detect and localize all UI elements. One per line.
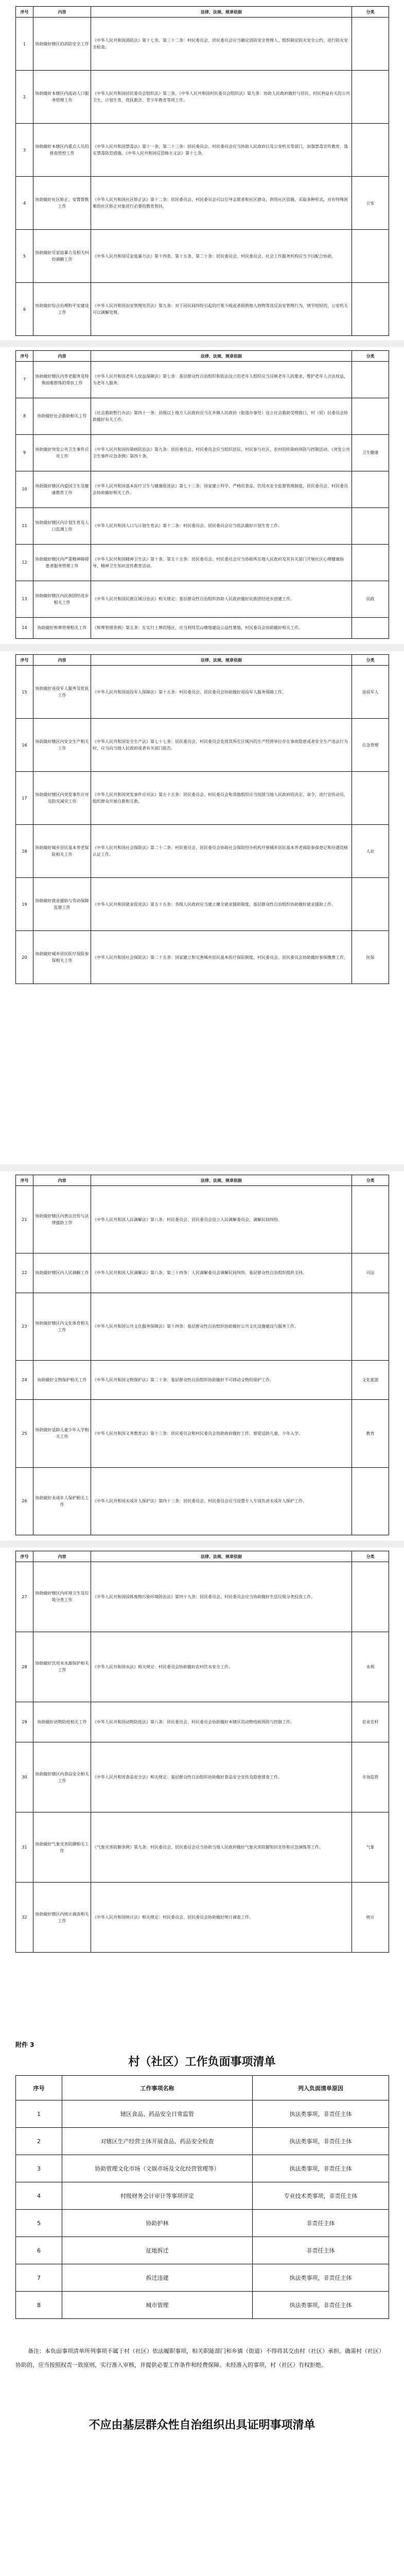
list-header-item: 工作事项名称 — [62, 2076, 253, 2100]
list-row-reason: 执法类事项，非责任主体 — [253, 2128, 389, 2155]
table-row — [16, 1186, 389, 1253]
list-row-number: 8 — [16, 2292, 62, 2319]
table-row — [16, 825, 389, 878]
row-item: 协助做好辖区内文化体育相关工作 — [33, 1293, 91, 1360]
row-item: 协助做好动物防疫相关工作 — [33, 1702, 91, 1742]
header-basis: 法律、法规、规章依据 — [91, 351, 352, 362]
table-row — [16, 471, 389, 507]
row-basis: 《中华人民共和国消防法》第十七条、第三十二条：村民委员会、居民委员会应当确定消防安全管理人，组织制定防火安全公约，进行防火安全检查。 — [91, 18, 352, 71]
duties-table — [15, 1175, 389, 1535]
note-paragraph: 备注：本负面事项清单所列事项不属于村（社区）依法履职事项，相关职能部门和乡镇（街道）不得将其交由村（社区）承担。确需村（社区）协助的，应当按照权责一致原则，实行准入审核，并提供必要工作条件和经费保障。未经准入的事项，村（社区）有权拒绝。 — [15, 2348, 384, 2368]
row-basis: 《中华人民共和国义务教育法》第十三条：居民委员会和村民委员会协助政府做好工作，督促适龄儿童、少年入学。 — [91, 1400, 352, 1467]
row-basis: 《中华人民共和国就业促进法》第五十五条：各级人民政府应当建立健全就业援助制度，基层群众性自治组织协助做好就业援助工作。 — [91, 878, 352, 931]
header-category: 分类 — [352, 7, 389, 18]
table-row — [16, 617, 389, 638]
table-row — [16, 230, 389, 283]
row-item: 协助做好文物保护相关工作 — [33, 1360, 91, 1399]
table-page-5 — [15, 1551, 389, 1953]
row-number: 9 — [16, 434, 33, 471]
list-header-reason: 列入负面清单原因 — [253, 2076, 389, 2100]
row-category: 医保 — [352, 931, 389, 984]
row-item: 协助做好就业援助与劳动保障监察工作 — [33, 878, 91, 931]
row-item: 协助做好辖区内严重精神障碍患者服务管理工作 — [33, 544, 91, 581]
header-item: 内容 — [33, 7, 91, 18]
row-basis: 《中华人民共和国居民委员会组织法》第三条、《中华人民共和国村民委员会组织法》第九条：协助人民政府做好与居民、村民利益有关的公共卫生、计划生育、优抚救济、青少年教育等项工作。 — [91, 71, 352, 124]
row-basis: 《中华人民共和国文物保护法》第二十条：基层群众性自治组织协助做好不可移动文物的保护工作。 — [91, 1360, 352, 1399]
row-item: 协助做好未成年人保护相关工作 — [33, 1467, 91, 1535]
table-row — [16, 1883, 389, 1953]
row-number: 24 — [16, 1360, 33, 1399]
row-item: 协助做好本辖区内重点人员的排查管控工作 — [33, 124, 91, 177]
list-row-item: 村级财务会计审计等事项评定 — [62, 2182, 253, 2210]
table-row — [16, 581, 389, 617]
table-row — [16, 1702, 389, 1742]
row-basis: 《中华人民共和国统计法》相关规定：村民委员会、居民委员会协助做好统计调查工作。 — [91, 1883, 352, 1953]
row-category: 文化旅游 — [352, 1360, 389, 1399]
list-row-number: 6 — [16, 2237, 62, 2264]
row-number: 31 — [16, 1812, 33, 1883]
row-basis: 《中华人民共和国社会保险法》第二十二条：村民委员会、居民委员会协助社会保险经办机构开展城乡居民基本养老保险参保登记和待遇资格认证工作。 — [91, 825, 352, 878]
table-row — [16, 362, 389, 398]
table-page-4 — [15, 1175, 389, 1535]
row-item: 协助做好殡葬管理相关工作 — [33, 617, 91, 638]
row-item: 协助做好辖区内人民调解工作 — [33, 1253, 91, 1293]
list-row — [16, 2210, 389, 2237]
list-row-item: 对辖区生产经营主体开展食品、药品安全检查 — [62, 2128, 253, 2155]
row-category — [352, 398, 389, 434]
header-basis: 法律、法规、规章依据 — [91, 1551, 352, 1562]
row-basis: 《殡葬管理条例》第五条：在实行土葬的地区，应当利用荒山瘠地建设公益性墓地，村民委员会协助做好相关工作。 — [91, 617, 352, 638]
row-category — [352, 878, 389, 931]
list-row — [16, 2128, 389, 2155]
row-item: 协助做好辖区内计划生育及人口监测工作 — [33, 507, 91, 544]
row-category — [352, 18, 389, 71]
row-basis: 《中华人民共和国公共文化服务保障法》第十四条：基层群众性自治组织协助做好公共文化设施建设与服务工作。 — [91, 1293, 352, 1360]
row-basis: 《中华人民共和国固体废物污染环境防治法》第四十九条：居民委员会、村民委员会应当协助做好生活垃圾分类投放工作。 — [91, 1562, 352, 1632]
row-number: 13 — [16, 581, 33, 617]
list-row-reason: 执法类事项，非责任主体 — [253, 2155, 389, 2182]
table-row — [16, 544, 389, 581]
row-number: 11 — [16, 507, 33, 544]
row-category — [352, 772, 389, 825]
table-row — [16, 177, 389, 230]
header-basis: 法律、法规、规章依据 — [91, 1175, 352, 1186]
list-row-reason: 执法类事项，非责任主体 — [253, 2292, 389, 2319]
row-number: 15 — [16, 666, 33, 719]
row-number: 22 — [16, 1253, 33, 1293]
row-basis: 《中华人民共和国基本医疗卫生与健康促进法》第七十三条：国家建立科学、严格的食品、饮用水安全监督管理制度，居民委员会、村民委员会协助做好相关工作。 — [91, 471, 352, 507]
row-item: 协助做好综合治理和平安建设工作 — [33, 283, 91, 336]
row-item: 协助做好退役军人服务及优抚工作 — [33, 666, 91, 719]
row-category: 统计 — [352, 1883, 389, 1953]
table-row — [16, 666, 389, 719]
row-item: 协助做好本辖区内流动人口服务管理工作 — [33, 71, 91, 124]
row-number: 17 — [16, 772, 33, 825]
list-row-item: 城市管理 — [62, 2292, 253, 2319]
table-page-2 — [15, 350, 389, 639]
list-row — [16, 2155, 389, 2182]
table-row — [16, 283, 389, 336]
row-basis: 《中华人民共和国人口与计划生育法》第十二条：村民委员会、居民委员会应当依法做好计划生育工作。 — [91, 507, 352, 544]
table-row — [16, 1742, 389, 1812]
duties-table — [15, 6, 389, 336]
row-item: 协助做好城乡居民基本养老保险相关工作 — [33, 825, 91, 878]
header-no: 序号 — [16, 655, 33, 666]
row-basis: 《中华人民共和国动物防疫法》第八条：居民委员会、村民委员会协助做好本辖区的动物疫病预防与控制工作。 — [91, 1702, 352, 1742]
table-row — [16, 434, 389, 471]
row-basis: 《中华人民共和国反家庭暴力法》第十四条、第十五条、第二十条：居民委员会、村民委员会、社会工作服务机构应当予以配合协助。 — [91, 230, 352, 283]
row-number: 19 — [16, 878, 33, 931]
row-number: 6 — [16, 283, 33, 336]
list-row-reason: 非责任主体 — [253, 2237, 389, 2264]
blank-area — [0, 2442, 404, 2576]
row-category: 市场监管 — [352, 1742, 389, 1812]
row-number: 30 — [16, 1742, 33, 1812]
row-category: 人社 — [352, 825, 389, 878]
header-no: 序号 — [16, 351, 33, 362]
list-row — [16, 2182, 389, 2210]
row-basis: 《中华人民共和国未成年人保护法》第四十三条：居民委员会、村民委员会应当设置专人专岗负责未成年人保护工作。 — [91, 1467, 352, 1535]
row-item: 协助做好突发公共卫生事件应对工作 — [33, 434, 91, 471]
row-number: 16 — [16, 719, 33, 772]
table-row — [16, 1562, 389, 1632]
header-category: 分类 — [352, 351, 389, 362]
row-basis: 《中华人民共和国突发事件应对法》第五十五条：居民委员会、村民委员会和其他组织应当按照当地人民政府的决定、命令，进行宣传动员，组织群众开展自救和互救。 — [91, 772, 352, 825]
row-category — [352, 362, 389, 398]
list-row-reason: 执法类事项，非责任主体 — [253, 2264, 389, 2292]
row-item: 协助做好辖区内安全生产相关工作 — [33, 719, 91, 772]
list-row-number: 2 — [16, 2128, 62, 2155]
table-row — [16, 1467, 389, 1535]
table-row — [16, 1400, 389, 1467]
table-row — [16, 1812, 389, 1883]
header-category: 分类 — [352, 1175, 389, 1186]
row-category — [352, 471, 389, 507]
table-row — [16, 124, 389, 177]
row-number: 1 — [16, 18, 33, 71]
row-number: 28 — [16, 1632, 33, 1702]
header-category: 分类 — [352, 1551, 389, 1562]
row-basis: 《中华人民共和国人民调解法》第八条：村民委员会、居民委员会设立人民调解委员会，调解民间纠纷。 — [91, 1186, 352, 1253]
header-item: 内容 — [33, 1551, 91, 1562]
row-number: 26 — [16, 1467, 33, 1535]
table-row — [16, 772, 389, 825]
header-no: 序号 — [16, 1175, 33, 1186]
row-number: 10 — [16, 471, 33, 507]
row-number: 21 — [16, 1186, 33, 1253]
table-row — [16, 878, 389, 931]
list-row-reason: 专业技术类事项，非责任主体 — [253, 2182, 389, 2210]
list-row-number: 7 — [16, 2264, 62, 2292]
list-row-reason: 非责任主体 — [253, 2210, 389, 2237]
list-row-item: 征地拆迁 — [62, 2237, 253, 2264]
row-item: 协助做好适龄儿童少年入学相关工作 — [33, 1400, 91, 1467]
row-number: 12 — [16, 544, 33, 581]
row-basis: 《中华人民共和国退役军人保障法》第十五条：村民委员会、居民委员会协助做好退役军人服务保障工作。 — [91, 666, 352, 719]
header-basis: 法律、法规、规章依据 — [91, 7, 352, 18]
table-row — [16, 1293, 389, 1360]
list-row-number: 3 — [16, 2155, 62, 2182]
bottom-title: 不应由基层群众性自治组织出具证明事项清单 — [89, 2418, 315, 2432]
row-number: 4 — [16, 177, 33, 230]
row-number: 2 — [16, 71, 33, 124]
row-number: 20 — [16, 931, 33, 984]
list-row — [16, 2100, 389, 2128]
row-item: 协助做好辖区的消防安全工作 — [33, 18, 91, 71]
row-number: 25 — [16, 1400, 33, 1467]
row-number: 7 — [16, 362, 33, 398]
list-row-item: 协助护林 — [62, 2210, 253, 2237]
row-category — [352, 71, 389, 124]
table-row — [16, 931, 389, 984]
row-basis: 《中华人民共和国禁毒法》第十一条、第二十三条：居民委员会、村民委员会应当协助人民政府以及公安机关等部门，加强禁毒宣传教育，落实禁毒防范措施。《中华人民共和国反恐怖主义法》第十七条。 — [91, 124, 352, 177]
row-basis: 《气象灾害防御条例》第九条：村民委员会、居民委员会应当协助当地人民政府做好气象灾害防御知识宣传和应急演练等工作。 — [91, 1812, 352, 1883]
header-item: 内容 — [33, 351, 91, 362]
row-item: 协助做好反家庭暴力及相关纠纷调解工作 — [33, 230, 91, 283]
row-item: 协助做好气象灾害防御相关工作 — [33, 1812, 91, 1883]
row-number: 5 — [16, 230, 33, 283]
duties-table — [15, 1551, 389, 1953]
row-item: 协助做好辖区内民族团结进步相关工作 — [33, 581, 91, 617]
row-item: 协助做好辖区内统计调查相关工作 — [33, 1883, 91, 1953]
table-page-1 — [15, 6, 389, 336]
list-row-number: 5 — [16, 2210, 62, 2237]
table-row — [16, 507, 389, 544]
header-category: 分类 — [352, 655, 389, 666]
row-category — [352, 544, 389, 581]
duties-table — [15, 350, 389, 639]
list-row-item: 辖区食品、药品安全日常监管 — [62, 2100, 253, 2128]
row-category: 农业农村 — [352, 1702, 389, 1742]
row-item: 协助做好城乡居民医疗保险参保相关工作 — [33, 931, 91, 984]
row-item: 协助做好辖区内食品安全相关工作 — [33, 1742, 91, 1812]
row-item: 协助做好饮用水水源保护相关工作 — [33, 1632, 91, 1702]
table-row — [16, 18, 389, 71]
row-category — [352, 1293, 389, 1360]
row-number: 29 — [16, 1702, 33, 1742]
table-row — [16, 1253, 389, 1293]
row-item: 协助做好社区矫正、安置帮教工作 — [33, 177, 91, 230]
row-basis: 《中华人民共和国水法》相关规定：村民委员会协助做好农村饮水安全工作。 — [91, 1632, 352, 1702]
row-category: 司法 — [352, 1253, 389, 1293]
row-category: 气象 — [352, 1812, 389, 1883]
header-no: 序号 — [16, 7, 33, 18]
row-category — [352, 1186, 389, 1253]
annex-label: 附件 3 — [15, 2041, 34, 2048]
list-row-reason: 执法类事项，非责任主体 — [253, 2100, 389, 2128]
row-category — [352, 1562, 389, 1632]
list-row — [16, 2292, 389, 2319]
row-number: 23 — [16, 1293, 33, 1360]
row-category: 民政 — [352, 581, 389, 617]
row-basis: 《中华人民共和国民族区域自治法》相关规定：基层群众性自治组织协助人民政府做好民族团结进步创建工作。 — [91, 581, 352, 617]
list-row — [16, 2264, 389, 2292]
row-category: 教育 — [352, 1400, 389, 1467]
row-category: 水利 — [352, 1632, 389, 1702]
row-item: 协助做好辖区内爱国卫生及健康教育工作 — [33, 471, 91, 507]
row-category — [352, 124, 389, 177]
row-item: 协助做好辖区内环境卫生及垃圾分类工作 — [33, 1562, 91, 1632]
row-category — [352, 617, 389, 638]
row-item: 协助做好辖区内普法宣传与法律援助工作 — [33, 1186, 91, 1253]
header-basis: 法律、法规、规章依据 — [91, 655, 352, 666]
row-category — [352, 230, 389, 283]
table-row — [16, 398, 389, 434]
row-category: 应急管理 — [352, 719, 389, 772]
row-basis: 《中华人民共和国人民调解法》第八条、第三十四条：人民调解委员会调解民间纠纷，基层群众性自治组织提供支持。 — [91, 1253, 352, 1293]
row-basis: 《中华人民共和国社会保险法》第二十五条：国家建立和完善城乡居民基本医疗保险制度，村民委员会、居民委员会协助做好参保缴费工作。 — [91, 931, 352, 984]
row-basis: 《中华人民共和国社区矫正法》第十二条：居民委员会、村民委员会可以引导志愿者和社区群众，利用社区资源，采取多种形式，对有特殊困难的社区矫正对象进行必要的教育帮扶。 — [91, 177, 352, 230]
row-basis: 《社会救助暂行办法》第四十一条：县级以上地方人民政府应当在乡镇人民政府（街道办事处）设立社会救助受理窗口，村（居）民委员会协助做好有关工作。 — [91, 398, 352, 434]
row-item: 协助做好辖区内养老服务及特殊困难群体的帮扶工作 — [33, 362, 91, 398]
list-row-number: 1 — [16, 2100, 62, 2128]
row-number: 14 — [16, 617, 33, 638]
negative-list-table — [15, 2075, 389, 2319]
row-basis: 《中华人民共和国治安管理处罚法》第九条：对于因民间纠纷引起的打架斗殴或者损毁他人财物等违反治安管理行为，情节较轻的，公安机关可以调解处理。 — [91, 283, 352, 336]
row-number: 18 — [16, 825, 33, 878]
table-row — [16, 1360, 389, 1399]
header-item: 内容 — [33, 1175, 91, 1186]
list-title: 村（社区）工作负面事项清单 — [128, 2055, 276, 2069]
row-item: 协助做好辖区内突发事件应对及防灾减灾工作 — [33, 772, 91, 825]
row-number: 27 — [16, 1562, 33, 1632]
table-row — [16, 719, 389, 772]
row-basis: 《中华人民共和国传染病防治法》第九条：居民委员会、村民委员会应当组织居民、村民参与社区、农村的传染病预防与控制活动。《突发公共卫生事件应急条例》第四十条。 — [91, 434, 352, 471]
row-category — [352, 1467, 389, 1535]
row-basis: 《中华人民共和国老年人权益保障法》第七条：基层群众性自治组织和依法设立的老年人组织应当反映老年人的要求，维护老年人合法权益，为老年人服务。 — [91, 362, 352, 398]
row-item: 协助做好社会救助相关工作 — [33, 398, 91, 434]
row-basis: 《中华人民共和国食品安全法》相关规定：基层群众性自治组织协助做好食品安全宣传及隐患排查工作。 — [91, 1742, 352, 1812]
row-number: 32 — [16, 1883, 33, 1953]
table-row — [16, 71, 389, 124]
row-basis: 《中华人民共和国精神卫生法》第十条、第五十五条：居民委员会、村民委员会应当协助所在地人民政府及其有关部门开展社区心理健康指导、精神卫生知识宣传教育活动。 — [91, 544, 352, 581]
row-category — [352, 283, 389, 336]
row-number: 3 — [16, 124, 33, 177]
table-page-3 — [15, 654, 389, 984]
header-item: 内容 — [33, 655, 91, 666]
list-row-number: 4 — [16, 2182, 62, 2210]
row-number: 8 — [16, 398, 33, 434]
list-row-item: 协助管理文化市场（文娱市场及文化经营管理等） — [62, 2155, 253, 2182]
row-category — [352, 507, 389, 544]
row-basis: 《中华人民共和国安全生产法》第七十七条：居民委员会、村民委员会发现其所在区域内的生产经营单位存在事故隐患或者安全生产违法行为时，应当向当地人民政府或者有关部门报告。 — [91, 719, 352, 772]
row-category: 卫生健康 — [352, 434, 389, 471]
list-header-no: 序号 — [16, 2076, 62, 2100]
list-row-item: 拆迁违建 — [62, 2264, 253, 2292]
header-no: 序号 — [16, 1551, 33, 1562]
duties-table — [15, 654, 389, 984]
table-row — [16, 1632, 389, 1702]
row-category: 公安 — [352, 177, 389, 230]
list-row — [16, 2237, 389, 2264]
row-category: 退役军人 — [352, 666, 389, 719]
